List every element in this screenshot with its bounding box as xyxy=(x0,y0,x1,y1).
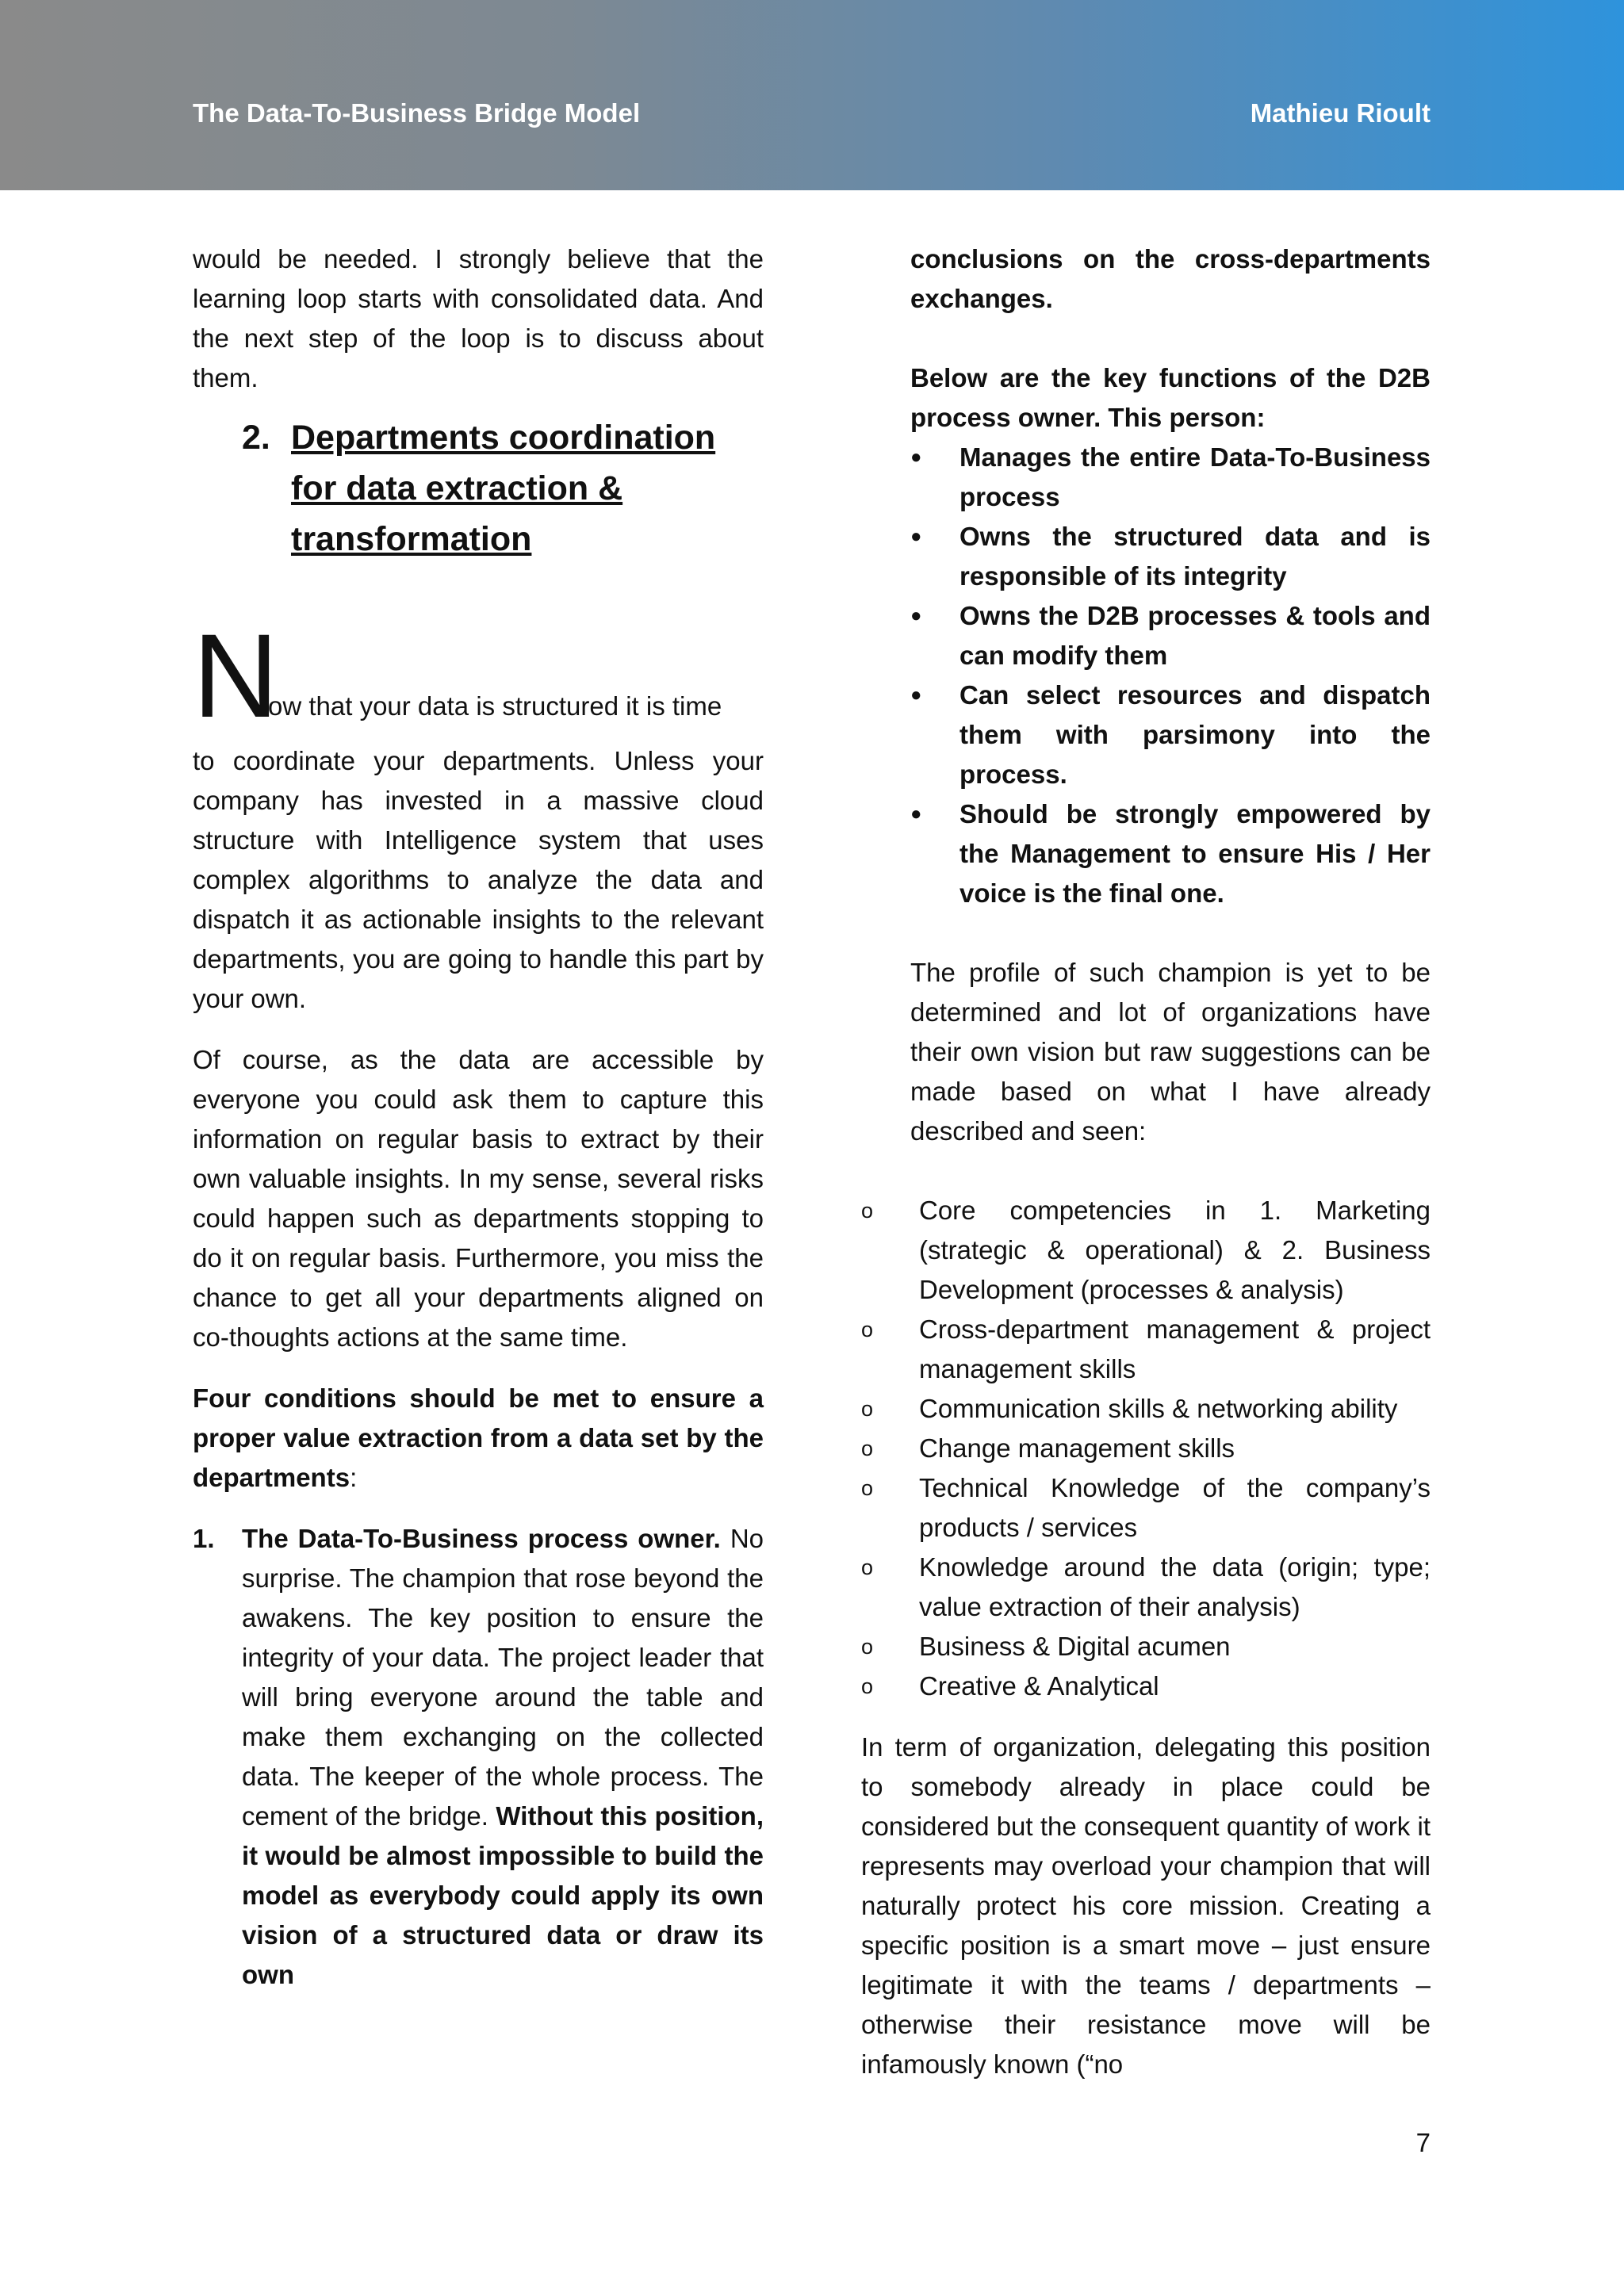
paragraph-conclusions xyxy=(910,239,1431,319)
four-conditions-bold: Four conditions should be met to ensure a proper value extraction from a data set by the departments xyxy=(193,1383,764,1492)
paragraph-four-conditions xyxy=(193,1379,764,1498)
circle-bullet-icon: o xyxy=(861,1318,874,1341)
condition-item-number: 1. xyxy=(193,1524,215,1553)
circle-bullet-icon: o xyxy=(861,1556,874,1579)
list-item: ● Should be strongly empowered by the Management to ensure His / Her voice is the final one. xyxy=(910,794,1431,913)
bullet-icon: ● xyxy=(910,526,922,547)
list-item: o Change management skills xyxy=(861,1429,1431,1468)
condition-item-emphasis: Without this position, it would be almost impossible to build the model as everybody could apply its own vision of a structured data or draw its own xyxy=(242,1801,764,1989)
four-conditions-colon: : xyxy=(350,1463,358,1492)
dropcap-line-text: ow that your data is structured it is time xyxy=(268,691,722,721)
list-item: o Core competencies in 1. Marketing (strategic & operational) & 2. Business Development (processes & analysis) xyxy=(861,1191,1431,1310)
bullet-icon: ● xyxy=(910,684,922,706)
author-name: Mathieu Rioult xyxy=(1250,98,1431,128)
paragraph-intro: would be needed. I strongly believe that the learning loop starts with consolidated data. And the next step of the loop is to discuss about them. xyxy=(193,244,764,392)
dropcap-line xyxy=(193,609,764,742)
list-item: ● Owns the structured data and is responsible of its integrity xyxy=(910,517,1431,596)
circle-bullet-icon: o xyxy=(861,1397,874,1421)
circle-bullet-icon: o xyxy=(861,1635,874,1659)
key-functions-block xyxy=(910,239,1431,1151)
list-item: o Cross-department management & project management skills xyxy=(861,1310,1431,1389)
bullet-icon: ● xyxy=(910,605,922,626)
key-functions-intro: Below are the key functions of the D2B process owner. This person: xyxy=(910,363,1431,432)
circle-bullet-icon: o xyxy=(861,1437,874,1460)
paragraph-of-course: Of course, as the data are accessible by everyone you could ask them to capture this information on regular basis to extract by their own valuable insights. In my sense, several risks could happen such as departments stopping to do it on regular basis. Furthermore, you miss the chance to get all your departments aligned on co-thoughts actions at the same time. xyxy=(193,1045,764,1352)
document-title: The Data-To-Business Bridge Model xyxy=(193,98,641,128)
paragraph-profile: The profile of such champion is yet to be determined and lot of organizations have their own vision but raw suggestions can be made based on what I have already described and seen: xyxy=(910,958,1431,1146)
key-functions-list xyxy=(910,438,1431,913)
list-item: ● Owns the D2B processes & tools and can modify them xyxy=(910,596,1431,675)
list-item: ● Manages the entire Data-To-Business process xyxy=(910,438,1431,517)
circle-bullet-icon: o xyxy=(861,1674,874,1698)
page-number: 7 xyxy=(1415,2128,1431,2157)
paragraph-key-functions xyxy=(910,358,1431,438)
page-header xyxy=(0,0,1624,190)
circle-bullet-icon: o xyxy=(861,1476,874,1500)
section-heading xyxy=(242,412,764,564)
list-item: ● Can select resources and dispatch them with parsimony into the process. xyxy=(910,675,1431,794)
condition-item-text xyxy=(242,1519,764,1995)
list-item: o Business & Digital acumen xyxy=(861,1627,1431,1667)
list-item: o Communication skills & networking ability xyxy=(861,1389,1431,1429)
section-number: 2. xyxy=(242,419,270,457)
circle-bullet-icon: o xyxy=(861,1199,874,1223)
conclusions-bold: conclusions on the cross-departments exchanges. xyxy=(910,244,1431,313)
right-column xyxy=(861,239,1431,2084)
list-item: o Knowledge around the data (origin; type; value extraction of their analysis) xyxy=(861,1548,1431,1627)
left-column xyxy=(193,239,764,1995)
dropcap-letter: N xyxy=(193,609,279,742)
paragraph-coordinate: to coordinate your departments. Unless your company has invested in a massive cloud structure with Intelligence system that uses complex algorithms to analyze the data and dispatch it as actionable insights to the relevant departments, you are going to handle this part by your own. xyxy=(193,746,764,1013)
paragraph-organization: In term of organization, delegating this position to somebody already in place could be considered but the consequent quantity of work it represents may overload your champion that will naturally protect his core mission. Creating a specific position is a smart move – just ensure legitimate it with the teams / departments – otherwise their resistance move will be infamously known (“no xyxy=(861,1732,1431,2079)
bullet-icon: ● xyxy=(910,446,922,468)
skills-list xyxy=(861,1191,1431,1706)
condition-item-body: No surprise. The champion that rose beyond the awakens. The key position to ensure the integrity of your data. The project leader that will bring everyone around the table and make them exchanging on the collected data. The keeper of the whole process. The cement of the bridge. xyxy=(242,1524,764,1831)
list-item: o Technical Knowledge of the company’s products / services xyxy=(861,1468,1431,1548)
condition-item-lead: The Data-To-Business process owner. xyxy=(242,1524,721,1553)
section-title: Departments coordination for data extraction & transformation xyxy=(291,419,716,558)
condition-item-1 xyxy=(193,1519,764,1995)
bullet-icon: ● xyxy=(910,803,922,825)
list-item: o Creative & Analytical xyxy=(861,1667,1431,1706)
